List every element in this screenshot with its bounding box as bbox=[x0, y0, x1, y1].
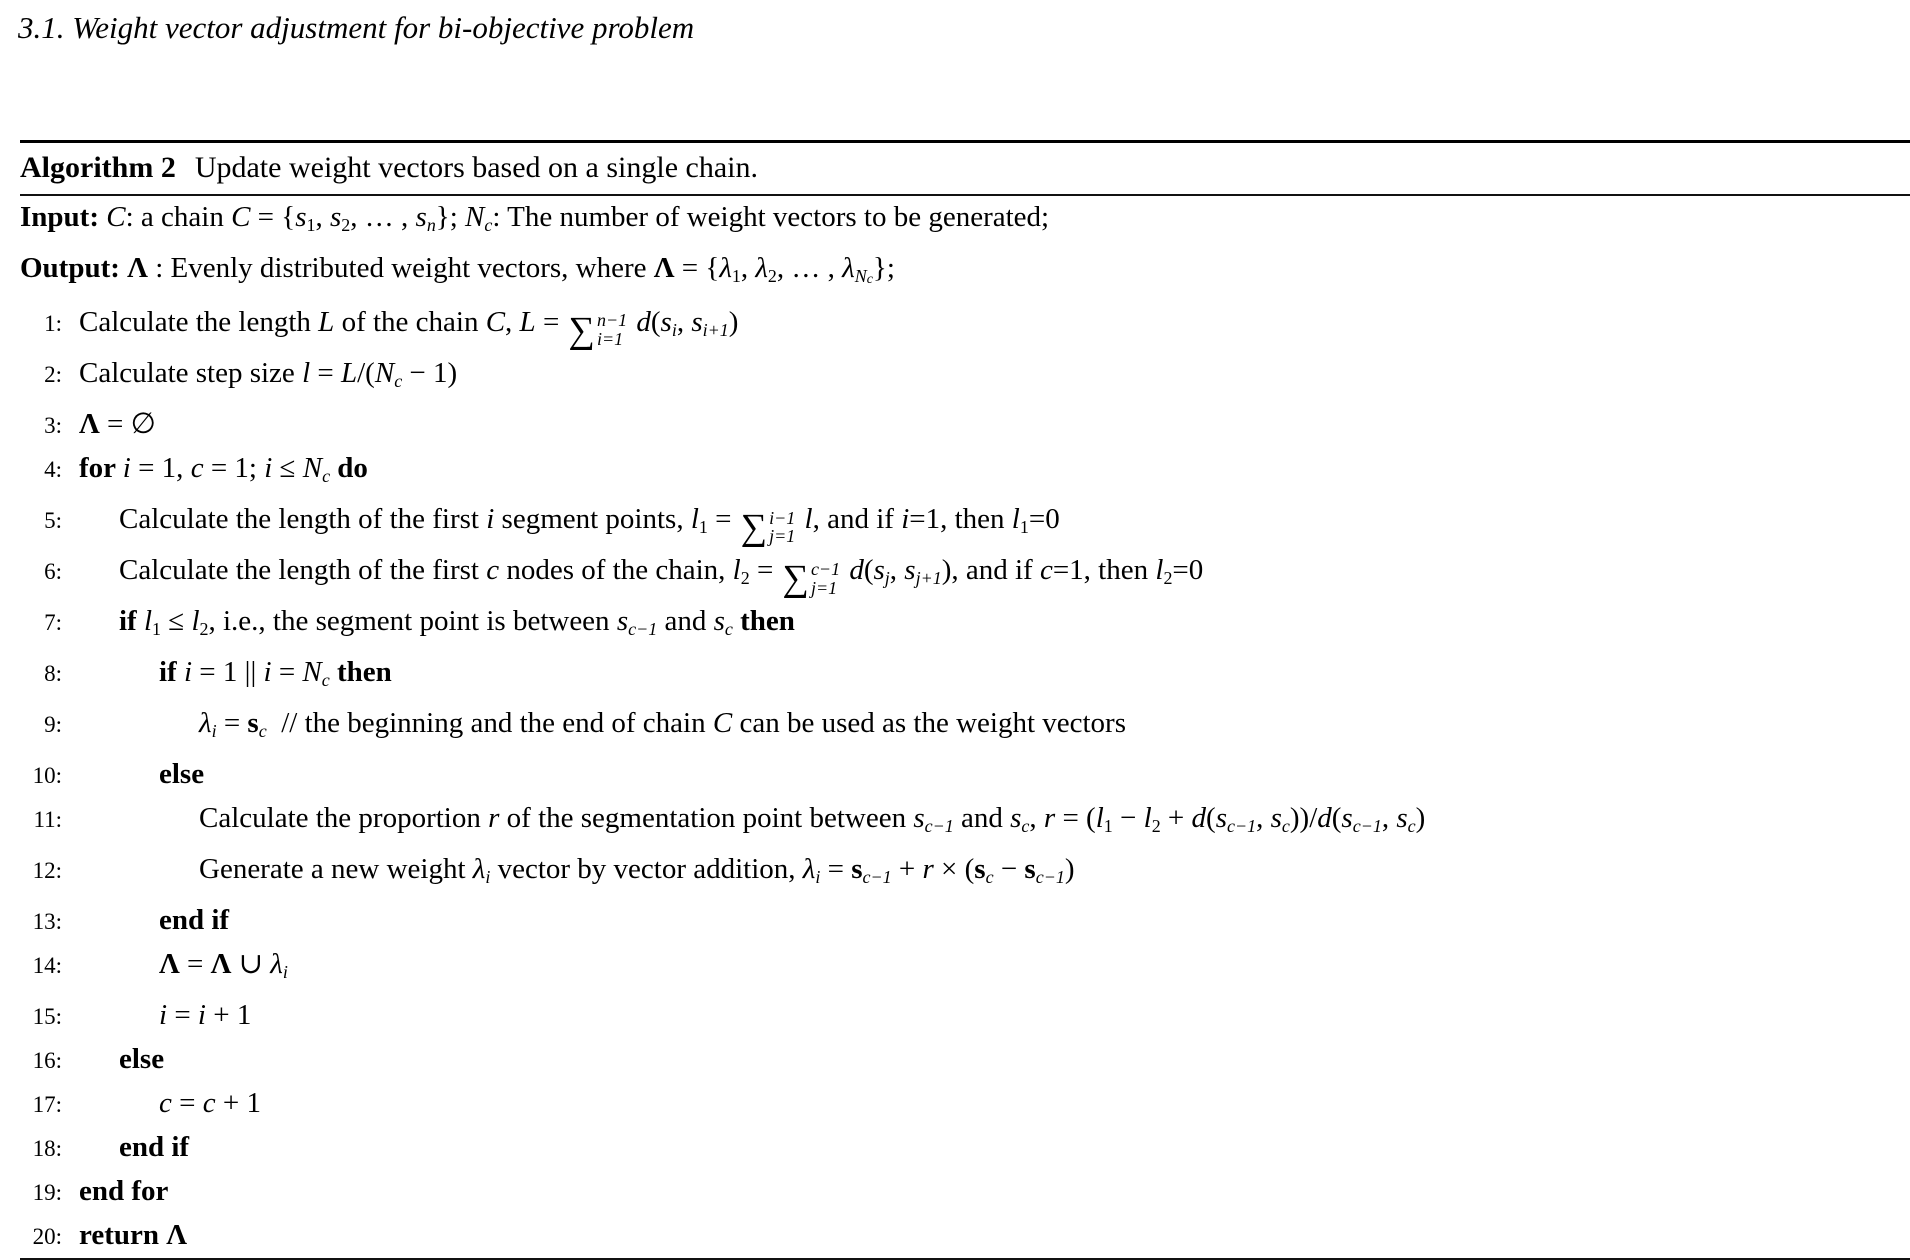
line-number: 19: bbox=[32, 1180, 62, 1206]
line-number: 13: bbox=[32, 909, 62, 935]
algorithm-caption bbox=[20, 143, 1910, 194]
line-content: if $l_1 \le l_2$, i.e., the segment point is between $s_{c-1}$ and $s_c$ then bbox=[119, 605, 795, 640]
line-content: $\lambda_i = s_c$ // the beginning and the end of chain C can be used as the weight vectors bbox=[199, 707, 1126, 742]
line-number: 11: bbox=[33, 807, 62, 833]
algorithm-line-6 bbox=[20, 549, 1910, 600]
line-number: 7: bbox=[44, 610, 62, 636]
line-content: return Λ bbox=[79, 1219, 188, 1252]
algorithm-line-3 bbox=[20, 403, 1910, 447]
line-number: 17: bbox=[32, 1092, 62, 1118]
line-number: 14: bbox=[32, 953, 62, 979]
line-content: Calculate step size $l = L/(N_c - 1)$ bbox=[79, 356, 458, 391]
line-content: end for bbox=[79, 1175, 169, 1208]
algorithm-line-9 bbox=[20, 702, 1910, 753]
line-number: 2: bbox=[44, 361, 62, 387]
line-content: Λ = ∅ bbox=[79, 407, 156, 440]
line-number: 1: bbox=[44, 310, 62, 336]
line-number: 8: bbox=[44, 661, 62, 687]
line-content: Generate a new weight $\lambda_i$ vector by vector addition, $\lambda_i = s_{c-1} + r \times (s_c - s_{c-1})$ bbox=[199, 853, 1075, 888]
line-number: 9: bbox=[44, 712, 62, 738]
line-content: else bbox=[119, 1043, 165, 1076]
line-content: end if bbox=[159, 904, 230, 937]
line-number: 6: bbox=[44, 559, 62, 584]
algorithm-line-2 bbox=[20, 352, 1910, 403]
line-content: c = c + 1 bbox=[159, 1087, 261, 1120]
algorithm-block bbox=[20, 140, 1910, 1260]
summation-symbol: ∑ i−1 j=1 bbox=[740, 506, 796, 548]
line-content: Output: Λ : Evenly distributed weight vectors, where $\Lambda = \{\lambda_1$, $\lambda_2$, … , $\lambda_{Nc}$}; bbox=[20, 252, 895, 287]
algorithm-line-1 bbox=[20, 301, 1910, 352]
algorithm-line-7 bbox=[20, 600, 1910, 651]
section-heading: 3.1. Weight vector adjustment for bi-objective problem bbox=[18, 10, 695, 45]
algorithm-line-19 bbox=[20, 1170, 1910, 1214]
line-content: Calculate the proportion r of the segmentation point between $s_{c-1}$ and $s_c$, $r = (l_1 - l_2 + d(s_{c-1}$, $s_c))/d(s_{c-1}$, $s_c$) bbox=[199, 802, 1426, 837]
line-number: 12: bbox=[32, 858, 62, 884]
algorithm-label: Algorithm 2 bbox=[20, 151, 176, 184]
algorithm-line-8 bbox=[20, 651, 1910, 702]
algorithm-line-4 bbox=[20, 447, 1910, 498]
line-content: Calculate the length of the first i segment points, $l_1$ = ∑ i−1 j=1 l, and if i=1, then $l_1=0$ bbox=[119, 502, 1060, 548]
algorithm-line-12 bbox=[20, 848, 1910, 899]
algorithm-body bbox=[20, 196, 1910, 1258]
line-number: 5: bbox=[44, 507, 62, 533]
line-number: 20: bbox=[32, 1224, 62, 1250]
line-content: for i = 1, c = 1; $i \le N_c$ do bbox=[79, 451, 368, 486]
algorithm-line-18 bbox=[20, 1126, 1910, 1170]
algorithm-line-10 bbox=[20, 753, 1910, 797]
line-content: Calculate the length L of the chain C, L = ∑ n−1 i=1 $d(s_i$, $s_{i+1}$) bbox=[79, 305, 739, 351]
line-content: Input: C: a chain $C = \{s_1$, $s_2$, … , $s_n$}; $N_c$: The number of weight vectors to be generated; bbox=[20, 201, 1050, 236]
algorithm-line-14 bbox=[20, 943, 1910, 994]
line-number: 18: bbox=[32, 1136, 62, 1162]
algorithm-line-11 bbox=[20, 797, 1910, 848]
line-content: Calculate the length of the first c nodes of the chain, $l_2$ = ∑ c−1 j=1 $d(s_j$, $s_{j+1}$), and if c=1, then $l_2=0$ bbox=[119, 554, 1204, 599]
line-number: 3: bbox=[44, 412, 62, 438]
summation-symbol: ∑ c−1 j=1 bbox=[782, 558, 841, 599]
line-number: 16: bbox=[32, 1048, 62, 1074]
line-content: Λ = Λ ∪ $\lambda_i$ bbox=[159, 948, 288, 983]
algorithm-line-5 bbox=[20, 498, 1910, 549]
algorithm-line-15 bbox=[20, 994, 1910, 1038]
algorithm-line-16 bbox=[20, 1038, 1910, 1082]
input-line bbox=[20, 196, 1910, 247]
line-number: 15: bbox=[32, 1004, 62, 1030]
line-content: end if bbox=[119, 1131, 190, 1164]
summation-symbol: ∑ n−1 i=1 bbox=[568, 309, 628, 351]
line-content: if i = 1 || $i = N_c$ then bbox=[159, 656, 392, 691]
algorithm-title: Update weight vectors based on a single chain. bbox=[194, 151, 758, 184]
algorithm-line-13 bbox=[20, 899, 1910, 943]
line-number: 10: bbox=[32, 763, 62, 789]
output-line bbox=[20, 247, 1910, 301]
line-content: else bbox=[159, 758, 205, 791]
line-content: i = i + 1 bbox=[159, 999, 252, 1032]
line-number: 4: bbox=[44, 456, 62, 482]
algorithm-line-20 bbox=[20, 1214, 1910, 1258]
algorithm-line-17 bbox=[20, 1082, 1910, 1126]
